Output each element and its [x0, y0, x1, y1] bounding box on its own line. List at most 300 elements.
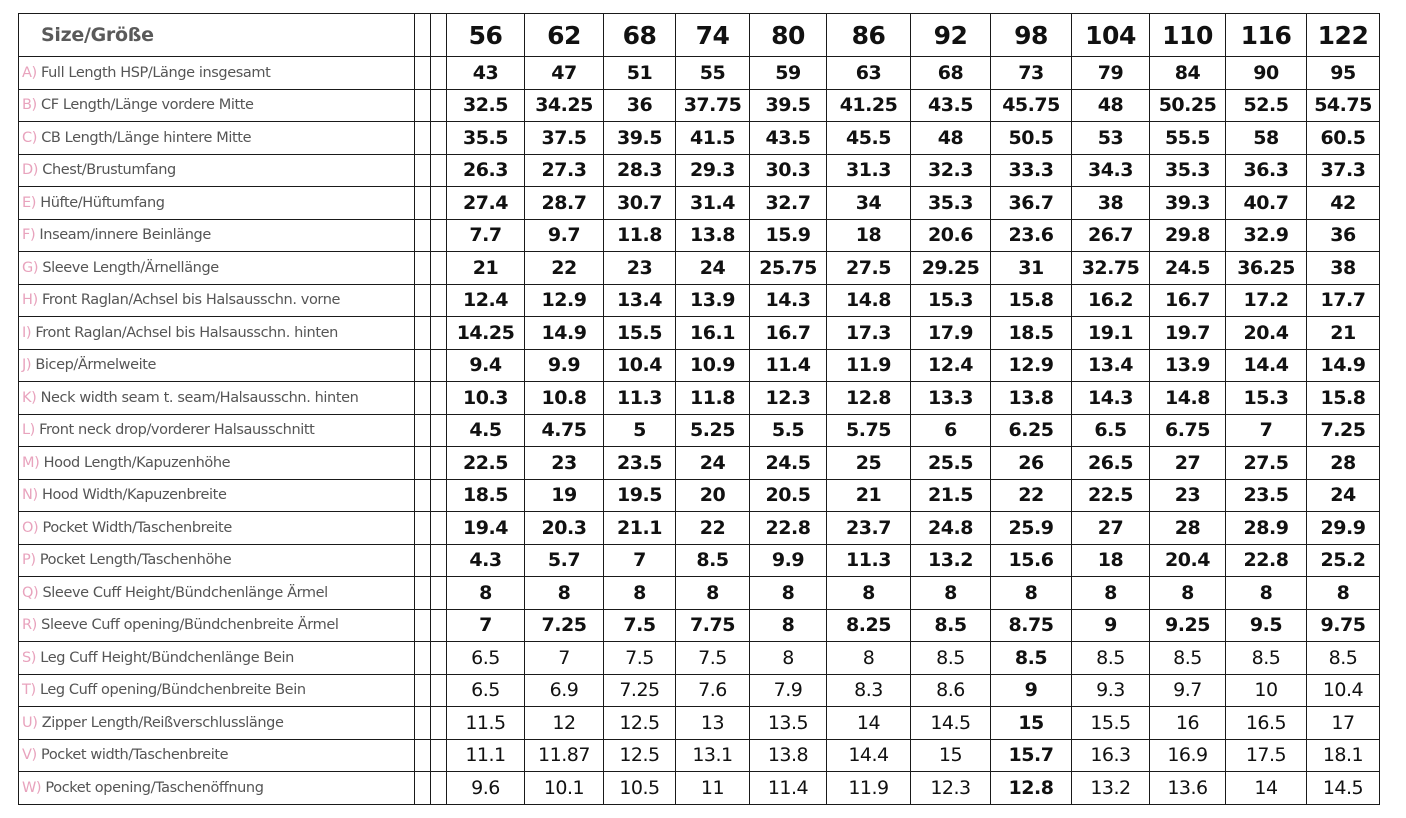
spacer-cell — [415, 14, 431, 57]
value-cell: 13.2 — [911, 544, 991, 577]
measurement-letter: L) — [22, 422, 35, 439]
value-cell: 8.5 — [1072, 642, 1150, 675]
measurement-label — [19, 89, 415, 122]
value-cell: 20.6 — [911, 219, 991, 252]
value-cell: 48 — [1072, 89, 1150, 122]
spacer-cell — [415, 317, 431, 350]
value-cell: 59 — [750, 57, 827, 90]
value-cell: 32.9 — [1226, 219, 1307, 252]
value-cell: 35.5 — [447, 122, 525, 155]
size-header: 92 — [911, 14, 991, 57]
value-cell: 8.5 — [911, 609, 991, 642]
value-cell: 10.3 — [447, 382, 525, 415]
value-cell: 38 — [1307, 252, 1380, 285]
value-cell: 47 — [525, 57, 604, 90]
value-cell: 28 — [1150, 512, 1226, 545]
value-cell: 17.5 — [1226, 739, 1307, 772]
value-cell: 11.4 — [750, 349, 827, 382]
value-cell: 10 — [1226, 674, 1307, 707]
table-row — [19, 219, 1380, 252]
value-cell: 34.25 — [525, 89, 604, 122]
spacer-cell — [415, 57, 431, 90]
value-cell: 37.5 — [525, 122, 604, 155]
measurement-letter: I) — [22, 324, 32, 341]
measurement-letter: B) — [22, 97, 37, 114]
value-cell: 35.3 — [1150, 154, 1226, 187]
value-cell: 10.4 — [1307, 674, 1380, 707]
size-header: 56 — [447, 14, 525, 57]
spacer-cell — [431, 252, 447, 285]
value-cell: 8.5 — [1307, 642, 1380, 675]
table-row — [19, 674, 1380, 707]
value-cell: 28.7 — [525, 187, 604, 220]
value-cell: 25.2 — [1307, 544, 1380, 577]
value-cell: 5.5 — [750, 414, 827, 447]
value-cell: 11 — [676, 772, 750, 805]
value-cell: 12.9 — [525, 284, 604, 317]
measurement-name: Leg Cuff Height/Bündchenlänge Bein — [40, 649, 294, 666]
value-cell: 20 — [676, 479, 750, 512]
value-cell: 14.8 — [1150, 382, 1226, 415]
value-cell: 8 — [447, 577, 525, 610]
value-cell: 36.7 — [991, 187, 1072, 220]
value-cell: 15.7 — [991, 739, 1072, 772]
value-cell: 10.4 — [604, 349, 676, 382]
value-cell: 11.9 — [827, 772, 911, 805]
spacer-cell — [431, 89, 447, 122]
measurement-name: Chest/Brustumfang — [42, 162, 176, 179]
value-cell: 9 — [1072, 609, 1150, 642]
measurement-letter: U) — [22, 714, 38, 731]
spacer-cell — [431, 154, 447, 187]
value-cell: 45.75 — [991, 89, 1072, 122]
measurement-letter: D) — [22, 162, 39, 179]
value-cell: 15.5 — [1072, 707, 1150, 740]
value-cell: 9 — [991, 674, 1072, 707]
measurement-label — [19, 772, 415, 805]
value-cell: 7.5 — [676, 642, 750, 675]
value-cell: 17.7 — [1307, 284, 1380, 317]
value-cell: 39.3 — [1150, 187, 1226, 220]
value-cell: 29.9 — [1307, 512, 1380, 545]
measurement-name: Front neck drop/vorderer Halsausschnitt — [39, 422, 315, 439]
value-cell: 39.5 — [750, 89, 827, 122]
value-cell: 43 — [447, 57, 525, 90]
value-cell: 13.2 — [1072, 772, 1150, 805]
value-cell: 14.3 — [750, 284, 827, 317]
value-cell: 90 — [1226, 57, 1307, 90]
value-cell: 32.7 — [750, 187, 827, 220]
table-row — [19, 479, 1380, 512]
value-cell: 84 — [1150, 57, 1226, 90]
value-cell: 8.5 — [1226, 642, 1307, 675]
value-cell: 13.9 — [676, 284, 750, 317]
value-cell: 4.3 — [447, 544, 525, 577]
measurement-letter: W) — [22, 779, 42, 796]
table-title: Size/Größe — [19, 14, 415, 57]
value-cell: 9.9 — [525, 349, 604, 382]
value-cell: 19.7 — [1150, 317, 1226, 350]
spacer-cell — [415, 609, 431, 642]
value-cell: 12.3 — [750, 382, 827, 415]
spacer-cell — [431, 187, 447, 220]
measurement-name: Pocket opening/Taschenöffnung — [45, 779, 264, 796]
value-cell: 51 — [604, 57, 676, 90]
value-cell: 4.5 — [447, 414, 525, 447]
measurement-label — [19, 609, 415, 642]
measurement-label — [19, 317, 415, 350]
value-cell: 11.3 — [604, 382, 676, 415]
measurement-letter: C) — [22, 129, 37, 146]
size-header: 104 — [1072, 14, 1150, 57]
measurement-label — [19, 154, 415, 187]
value-cell: 11.87 — [525, 739, 604, 772]
value-cell: 50.25 — [1150, 89, 1226, 122]
spacer-cell — [415, 219, 431, 252]
size-header: 80 — [750, 14, 827, 57]
value-cell: 29.3 — [676, 154, 750, 187]
measurement-label — [19, 739, 415, 772]
value-cell: 14.8 — [827, 284, 911, 317]
value-cell: 24.5 — [1150, 252, 1226, 285]
value-cell: 8 — [1307, 577, 1380, 610]
measurement-label — [19, 674, 415, 707]
value-cell: 9.9 — [750, 544, 827, 577]
value-cell: 27.4 — [447, 187, 525, 220]
value-cell: 26.7 — [1072, 219, 1150, 252]
value-cell: 34.3 — [1072, 154, 1150, 187]
size-header: 110 — [1150, 14, 1226, 57]
value-cell: 25.75 — [750, 252, 827, 285]
value-cell: 79 — [1072, 57, 1150, 90]
spacer-cell — [415, 707, 431, 740]
value-cell: 8 — [604, 577, 676, 610]
value-cell: 5.75 — [827, 414, 911, 447]
value-cell: 21 — [827, 479, 911, 512]
measurement-letter: J) — [22, 357, 32, 374]
value-cell: 21 — [1307, 317, 1380, 350]
measurement-label — [19, 382, 415, 415]
spacer-cell — [415, 414, 431, 447]
value-cell: 23.5 — [1226, 479, 1307, 512]
value-cell: 11.8 — [676, 382, 750, 415]
value-cell: 9.4 — [447, 349, 525, 382]
value-cell: 28.9 — [1226, 512, 1307, 545]
value-cell: 54.75 — [1307, 89, 1380, 122]
value-cell: 15.6 — [991, 544, 1072, 577]
value-cell: 36 — [604, 89, 676, 122]
measurement-name: Hood Length/Kapuzenhöhe — [43, 454, 231, 471]
value-cell: 38 — [1072, 187, 1150, 220]
value-cell: 28 — [1307, 447, 1380, 480]
value-cell: 13.1 — [676, 739, 750, 772]
value-cell: 16 — [1150, 707, 1226, 740]
value-cell: 8.3 — [827, 674, 911, 707]
value-cell: 11.5 — [447, 707, 525, 740]
measurement-label — [19, 57, 415, 90]
value-cell: 11.9 — [827, 349, 911, 382]
spacer-cell — [431, 382, 447, 415]
spacer-cell — [415, 674, 431, 707]
value-cell: 16.5 — [1226, 707, 1307, 740]
value-cell: 10.1 — [525, 772, 604, 805]
value-cell: 31.3 — [827, 154, 911, 187]
value-cell: 32.3 — [911, 154, 991, 187]
table-row — [19, 772, 1380, 805]
measurement-letter: O) — [22, 519, 39, 536]
value-cell: 37.3 — [1307, 154, 1380, 187]
value-cell: 7 — [604, 544, 676, 577]
value-cell: 20.4 — [1226, 317, 1307, 350]
value-cell: 9.3 — [1072, 674, 1150, 707]
value-cell: 15.5 — [604, 317, 676, 350]
header-row — [19, 14, 1380, 57]
value-cell: 13.9 — [1150, 349, 1226, 382]
value-cell: 15.8 — [991, 284, 1072, 317]
value-cell: 23 — [1150, 479, 1226, 512]
value-cell: 14.4 — [1226, 349, 1307, 382]
value-cell: 7 — [1226, 414, 1307, 447]
measurement-letter: M) — [22, 454, 40, 471]
measurement-letter: P) — [22, 552, 36, 569]
value-cell: 9.7 — [525, 219, 604, 252]
spacer-cell — [415, 739, 431, 772]
value-cell: 7.5 — [604, 609, 676, 642]
value-cell: 16.7 — [750, 317, 827, 350]
value-cell: 27.3 — [525, 154, 604, 187]
table-row — [19, 187, 1380, 220]
value-cell: 22.8 — [1226, 544, 1307, 577]
value-cell: 8.6 — [911, 674, 991, 707]
value-cell: 8 — [750, 609, 827, 642]
value-cell: 14.5 — [911, 707, 991, 740]
measurement-label — [19, 349, 415, 382]
spacer-cell — [431, 577, 447, 610]
value-cell: 13.3 — [911, 382, 991, 415]
value-cell: 25.5 — [911, 447, 991, 480]
value-cell: 19.4 — [447, 512, 525, 545]
value-cell: 22 — [991, 479, 1072, 512]
value-cell: 11.1 — [447, 739, 525, 772]
value-cell: 14.25 — [447, 317, 525, 350]
measurement-letter: T) — [22, 682, 36, 699]
value-cell: 52.5 — [1226, 89, 1307, 122]
value-cell: 13 — [676, 707, 750, 740]
value-cell: 8 — [827, 577, 911, 610]
value-cell: 16.2 — [1072, 284, 1150, 317]
value-cell: 15 — [911, 739, 991, 772]
table-row — [19, 642, 1380, 675]
measurement-label — [19, 252, 415, 285]
value-cell: 39.5 — [604, 122, 676, 155]
table-row — [19, 414, 1380, 447]
value-cell: 9.25 — [1150, 609, 1226, 642]
value-cell: 8 — [525, 577, 604, 610]
measurement-name: Inseam/innere Beinlänge — [39, 227, 211, 244]
value-cell: 26 — [991, 447, 1072, 480]
value-cell: 13.4 — [1072, 349, 1150, 382]
value-cell: 12.9 — [991, 349, 1072, 382]
spacer-cell — [415, 382, 431, 415]
value-cell: 19.5 — [604, 479, 676, 512]
value-cell: 8 — [1072, 577, 1150, 610]
value-cell: 5.25 — [676, 414, 750, 447]
spacer-cell — [415, 512, 431, 545]
spacer-cell — [431, 609, 447, 642]
value-cell: 8 — [750, 642, 827, 675]
value-cell: 42 — [1307, 187, 1380, 220]
value-cell: 41.25 — [827, 89, 911, 122]
table-row — [19, 89, 1380, 122]
measurement-name: Sleeve Cuff opening/Bündchenbreite Ärmel — [41, 617, 339, 634]
measurement-name: Pocket Width/Taschenbreite — [42, 519, 232, 536]
measurement-name: Hood Width/Kapuzenbreite — [41, 487, 227, 504]
value-cell: 37.75 — [676, 89, 750, 122]
value-cell: 17.3 — [827, 317, 911, 350]
value-cell: 9.5 — [1226, 609, 1307, 642]
spacer-cell — [431, 642, 447, 675]
spacer-cell — [431, 447, 447, 480]
spacer-cell — [415, 252, 431, 285]
table-row — [19, 609, 1380, 642]
value-cell: 22.5 — [447, 447, 525, 480]
spacer-cell — [431, 414, 447, 447]
value-cell: 15.8 — [1307, 382, 1380, 415]
value-cell: 18.5 — [447, 479, 525, 512]
value-cell: 17.2 — [1226, 284, 1307, 317]
measurement-name: Pocket Length/Taschenhöhe — [39, 552, 232, 569]
value-cell: 12.3 — [911, 772, 991, 805]
value-cell: 23.7 — [827, 512, 911, 545]
value-cell: 32.75 — [1072, 252, 1150, 285]
value-cell: 7 — [525, 642, 604, 675]
value-cell: 24 — [1307, 479, 1380, 512]
value-cell: 36.3 — [1226, 154, 1307, 187]
value-cell: 27.5 — [1226, 447, 1307, 480]
spacer-cell — [415, 349, 431, 382]
table-row — [19, 57, 1380, 90]
spacer-cell — [415, 447, 431, 480]
measurement-name: CF Length/Länge vordere Mitte — [41, 97, 254, 114]
measurement-label — [19, 707, 415, 740]
spacer-cell — [431, 317, 447, 350]
value-cell: 6.75 — [1150, 414, 1226, 447]
table-row — [19, 252, 1380, 285]
value-cell: 6 — [911, 414, 991, 447]
value-cell: 73 — [991, 57, 1072, 90]
value-cell: 14.4 — [827, 739, 911, 772]
value-cell: 27 — [1150, 447, 1226, 480]
value-cell: 22 — [676, 512, 750, 545]
spacer-cell — [415, 122, 431, 155]
measurement-label — [19, 544, 415, 577]
value-cell: 14.9 — [1307, 349, 1380, 382]
value-cell: 12.4 — [447, 284, 525, 317]
spacer-cell — [431, 57, 447, 90]
measurement-name: Hüfte/Hüftumfang — [40, 194, 165, 211]
measurement-name: CB Length/Länge hintere Mitte — [41, 129, 252, 146]
value-cell: 15.3 — [911, 284, 991, 317]
value-cell: 7.6 — [676, 674, 750, 707]
value-cell: 11.8 — [604, 219, 676, 252]
measurement-label — [19, 577, 415, 610]
value-cell: 12.5 — [604, 739, 676, 772]
spacer-cell — [431, 707, 447, 740]
value-cell: 21.5 — [911, 479, 991, 512]
value-cell: 14.3 — [1072, 382, 1150, 415]
value-cell: 20.4 — [1150, 544, 1226, 577]
measurement-label — [19, 512, 415, 545]
value-cell: 16.3 — [1072, 739, 1150, 772]
spacer-cell — [431, 772, 447, 805]
value-cell: 6.9 — [525, 674, 604, 707]
value-cell: 28.3 — [604, 154, 676, 187]
value-cell: 34 — [827, 187, 911, 220]
measurement-letter: H) — [22, 292, 38, 309]
value-cell: 23 — [525, 447, 604, 480]
value-cell: 7 — [447, 609, 525, 642]
value-cell: 55.5 — [1150, 122, 1226, 155]
value-cell: 35.3 — [911, 187, 991, 220]
value-cell: 6.25 — [991, 414, 1072, 447]
value-cell: 6.5 — [1072, 414, 1150, 447]
table-row — [19, 349, 1380, 382]
value-cell: 8 — [911, 577, 991, 610]
value-cell: 7.9 — [750, 674, 827, 707]
value-cell: 31.4 — [676, 187, 750, 220]
spacer-cell — [431, 122, 447, 155]
measurement-name: Zipper Length/Reißverschlusslänge — [41, 714, 284, 731]
value-cell: 7.7 — [447, 219, 525, 252]
value-cell: 24.8 — [911, 512, 991, 545]
value-cell: 50.5 — [991, 122, 1072, 155]
table-row — [19, 284, 1380, 317]
value-cell: 23.5 — [604, 447, 676, 480]
size-header: 116 — [1226, 14, 1307, 57]
measurement-letter: K) — [22, 389, 37, 406]
table-row — [19, 707, 1380, 740]
measurement-label — [19, 414, 415, 447]
value-cell: 45.5 — [827, 122, 911, 155]
spacer-cell — [415, 479, 431, 512]
value-cell: 14 — [827, 707, 911, 740]
value-cell: 7.5 — [604, 642, 676, 675]
value-cell: 9.6 — [447, 772, 525, 805]
value-cell: 60.5 — [1307, 122, 1380, 155]
value-cell: 22.8 — [750, 512, 827, 545]
value-cell: 23.6 — [991, 219, 1072, 252]
value-cell: 20.3 — [525, 512, 604, 545]
table-row — [19, 739, 1380, 772]
value-cell: 23 — [604, 252, 676, 285]
value-cell: 5.7 — [525, 544, 604, 577]
value-cell: 16.7 — [1150, 284, 1226, 317]
value-cell: 10.8 — [525, 382, 604, 415]
table-row — [19, 577, 1380, 610]
value-cell: 8.5 — [911, 642, 991, 675]
value-cell: 7.25 — [604, 674, 676, 707]
value-cell: 11.3 — [827, 544, 911, 577]
value-cell: 10.5 — [604, 772, 676, 805]
value-cell: 8.5 — [991, 642, 1072, 675]
value-cell: 58 — [1226, 122, 1307, 155]
spacer-cell — [431, 479, 447, 512]
value-cell: 33.3 — [991, 154, 1072, 187]
value-cell: 18.5 — [991, 317, 1072, 350]
measurement-name: Front Raglan/Achsel bis Halsausschn. vorne — [41, 292, 341, 309]
value-cell: 13.5 — [750, 707, 827, 740]
value-cell: 55 — [676, 57, 750, 90]
